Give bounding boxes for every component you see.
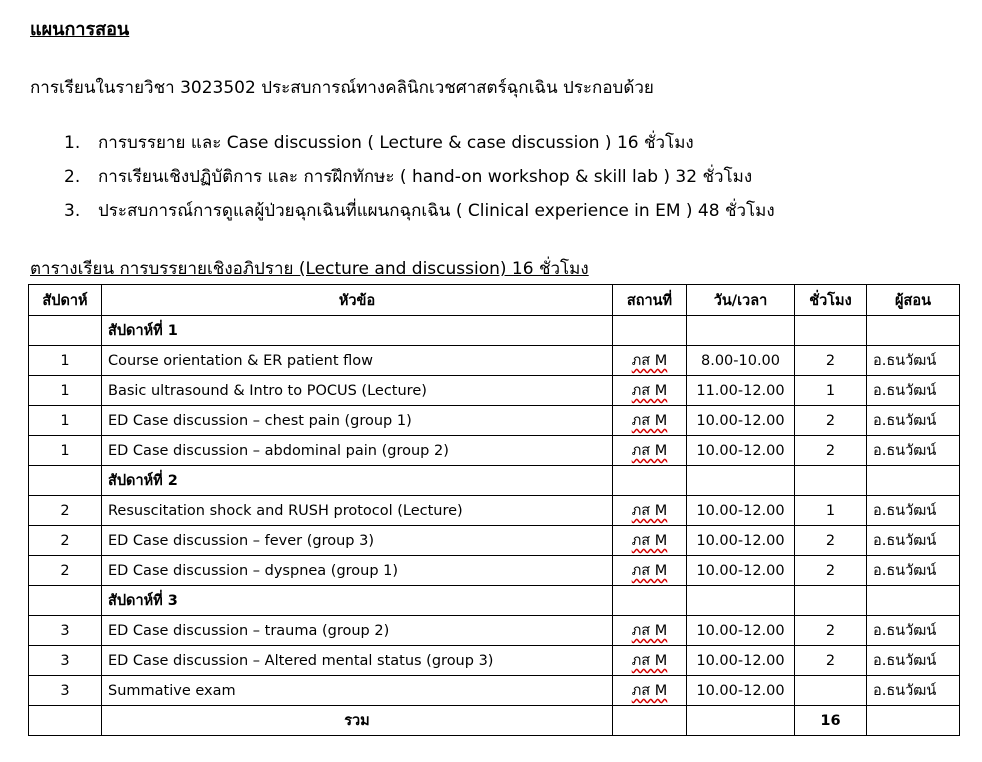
cell-place bbox=[613, 436, 687, 466]
table-row bbox=[29, 676, 960, 706]
cell-teacher: อ.ธนวัฒน์ bbox=[867, 346, 960, 376]
cell-hours bbox=[795, 676, 867, 706]
cell-place bbox=[613, 616, 687, 646]
cell-time: 10.00-12.00 bbox=[687, 646, 795, 676]
cell-topic: Course orientation & ER patient flow bbox=[102, 346, 613, 376]
cell-place bbox=[613, 676, 687, 706]
week-row bbox=[29, 466, 960, 496]
place-text: ภส M bbox=[631, 413, 668, 429]
cell-empty bbox=[687, 586, 795, 616]
cell-empty bbox=[867, 316, 960, 346]
place-text: ภส M bbox=[631, 683, 668, 699]
cell-place bbox=[613, 526, 687, 556]
cell-topic: Summative exam bbox=[102, 676, 613, 706]
cell-week: 2 bbox=[29, 496, 102, 526]
cell-place bbox=[613, 346, 687, 376]
table-row bbox=[29, 526, 960, 556]
place-text: ภส M bbox=[631, 533, 668, 549]
cell-empty bbox=[613, 316, 687, 346]
cell-empty bbox=[29, 316, 102, 346]
cell-empty bbox=[613, 466, 687, 496]
table-row bbox=[29, 376, 960, 406]
cell-empty bbox=[29, 706, 102, 736]
cell-time: 8.00-10.00 bbox=[687, 346, 795, 376]
cell-time: 10.00-12.00 bbox=[687, 616, 795, 646]
cell-empty bbox=[867, 706, 960, 736]
cell-empty bbox=[867, 466, 960, 496]
page-heading: แผนการสอน bbox=[30, 19, 130, 40]
list-text: ประสบการณ์การดูแลผู้ป่วยฉุกเฉินที่แผนกฉุกเฉิน ( Clinical experience in EM ) 48 ชั่วโมง bbox=[98, 201, 775, 221]
cell-empty bbox=[795, 316, 867, 346]
cell-hours: 2 bbox=[795, 556, 867, 586]
table-row bbox=[29, 346, 960, 376]
cell-place bbox=[613, 556, 687, 586]
table-row bbox=[29, 406, 960, 436]
cell-teacher: อ.ธนวัฒน์ bbox=[867, 496, 960, 526]
schedule-table bbox=[28, 284, 960, 736]
cell-hours: 2 bbox=[795, 436, 867, 466]
table-row bbox=[29, 646, 960, 676]
cell-empty bbox=[29, 466, 102, 496]
cell-topic: ED Case discussion – trauma (group 2) bbox=[102, 616, 613, 646]
cell-topic: ED Case discussion – Altered mental status (group 3) bbox=[102, 646, 613, 676]
header-time: วัน/เวลา bbox=[687, 285, 795, 316]
list-number: 2. bbox=[64, 167, 81, 187]
cell-hours: 2 bbox=[795, 616, 867, 646]
place-text: ภส M bbox=[631, 353, 668, 369]
week-label: สัปดาห์ที่ 2 bbox=[102, 466, 613, 496]
cell-empty bbox=[613, 706, 687, 736]
place-text: ภส M bbox=[631, 443, 668, 459]
cell-empty bbox=[687, 706, 795, 736]
cell-time: 10.00-12.00 bbox=[687, 436, 795, 466]
cell-teacher: อ.ธนวัฒน์ bbox=[867, 646, 960, 676]
cell-hours: 2 bbox=[795, 526, 867, 556]
cell-week: 1 bbox=[29, 406, 102, 436]
cell-empty bbox=[29, 586, 102, 616]
cell-empty bbox=[795, 586, 867, 616]
header-place: สถานที่ bbox=[613, 285, 687, 316]
cell-empty bbox=[613, 586, 687, 616]
cell-topic: ED Case discussion – abdominal pain (group 2) bbox=[102, 436, 613, 466]
cell-empty bbox=[687, 466, 795, 496]
intro-paragraph: การเรียนในรายวิชา 3023502 ประสบการณ์ทางคลินิกเวชศาสตร์ฉุกเฉิน ประกอบด้วย bbox=[30, 78, 654, 98]
cell-teacher: อ.ธนวัฒน์ bbox=[867, 526, 960, 556]
cell-hours: 1 bbox=[795, 376, 867, 406]
list-number: 1. bbox=[64, 133, 81, 153]
table-body bbox=[29, 316, 960, 736]
place-text: ภส M bbox=[631, 383, 668, 399]
cell-teacher: อ.ธนวัฒน์ bbox=[867, 556, 960, 586]
cell-teacher: อ.ธนวัฒน์ bbox=[867, 616, 960, 646]
cell-teacher: อ.ธนวัฒน์ bbox=[867, 676, 960, 706]
cell-place bbox=[613, 406, 687, 436]
cell-week: 1 bbox=[29, 376, 102, 406]
table-header-row bbox=[29, 285, 960, 316]
cell-place bbox=[613, 376, 687, 406]
list-item bbox=[64, 130, 775, 164]
cell-empty bbox=[687, 316, 795, 346]
cell-week: 1 bbox=[29, 436, 102, 466]
place-text: ภส M bbox=[631, 623, 668, 639]
total-label: รวม bbox=[102, 706, 613, 736]
header-hours: ชั่วโมง bbox=[795, 285, 867, 316]
cell-week: 2 bbox=[29, 556, 102, 586]
cell-empty bbox=[795, 466, 867, 496]
cell-week: 3 bbox=[29, 616, 102, 646]
week-row bbox=[29, 316, 960, 346]
place-text: ภส M bbox=[631, 653, 668, 669]
cell-teacher: อ.ธนวัฒน์ bbox=[867, 406, 960, 436]
cell-topic: ED Case discussion – chest pain (group 1) bbox=[102, 406, 613, 436]
cell-teacher: อ.ธนวัฒน์ bbox=[867, 376, 960, 406]
total-hours: 16 bbox=[795, 706, 867, 736]
cell-time: 10.00-12.00 bbox=[687, 676, 795, 706]
cell-topic: ED Case discussion – dyspnea (group 1) bbox=[102, 556, 613, 586]
cell-time: 10.00-12.00 bbox=[687, 526, 795, 556]
cell-week: 3 bbox=[29, 676, 102, 706]
table-row bbox=[29, 556, 960, 586]
cell-hours: 1 bbox=[795, 496, 867, 526]
cell-week: 1 bbox=[29, 346, 102, 376]
cell-place bbox=[613, 496, 687, 526]
cell-time: 10.00-12.00 bbox=[687, 406, 795, 436]
cell-teacher: อ.ธนวัฒน์ bbox=[867, 436, 960, 466]
list-text: การบรรยาย และ Case discussion ( Lecture & case discussion ) 16 ชั่วโมง bbox=[98, 133, 694, 153]
list-item bbox=[64, 164, 775, 198]
cell-topic: Resuscitation shock and RUSH protocol (Lecture) bbox=[102, 496, 613, 526]
cell-time: 10.00-12.00 bbox=[687, 496, 795, 526]
list-item bbox=[64, 198, 775, 232]
header-teacher: ผู้สอน bbox=[867, 285, 960, 316]
list-text: การเรียนเชิงปฏิบัติการ และ การฝึกทักษะ ( hand-on workshop & skill lab ) 32 ชั่วโมง bbox=[98, 167, 753, 187]
list-number: 3. bbox=[64, 201, 81, 221]
cell-week: 2 bbox=[29, 526, 102, 556]
header-topic: หัวข้อ bbox=[102, 285, 613, 316]
table-row bbox=[29, 616, 960, 646]
cell-week: 3 bbox=[29, 646, 102, 676]
cell-hours: 2 bbox=[795, 406, 867, 436]
week-label: สัปดาห์ที่ 3 bbox=[102, 586, 613, 616]
format-list bbox=[64, 130, 775, 232]
cell-topic: ED Case discussion – fever (group 3) bbox=[102, 526, 613, 556]
place-text: ภส M bbox=[631, 503, 668, 519]
cell-time: 10.00-12.00 bbox=[687, 556, 795, 586]
table-row bbox=[29, 436, 960, 466]
cell-hours: 2 bbox=[795, 346, 867, 376]
week-row bbox=[29, 586, 960, 616]
cell-time: 11.00-12.00 bbox=[687, 376, 795, 406]
place-text: ภส M bbox=[631, 563, 668, 579]
cell-place bbox=[613, 646, 687, 676]
cell-topic: Basic ultrasound & Intro to POCUS (Lecture) bbox=[102, 376, 613, 406]
cell-empty bbox=[867, 586, 960, 616]
cell-hours: 2 bbox=[795, 646, 867, 676]
header-week: สัปดาห์ bbox=[29, 285, 102, 316]
total-row bbox=[29, 706, 960, 736]
week-label: สัปดาห์ที่ 1 bbox=[102, 316, 613, 346]
table-row bbox=[29, 496, 960, 526]
table-title: ตารางเรียน การบรรยายเชิงอภิปราย (Lecture and discussion) 16 ชั่วโมง bbox=[30, 259, 589, 279]
